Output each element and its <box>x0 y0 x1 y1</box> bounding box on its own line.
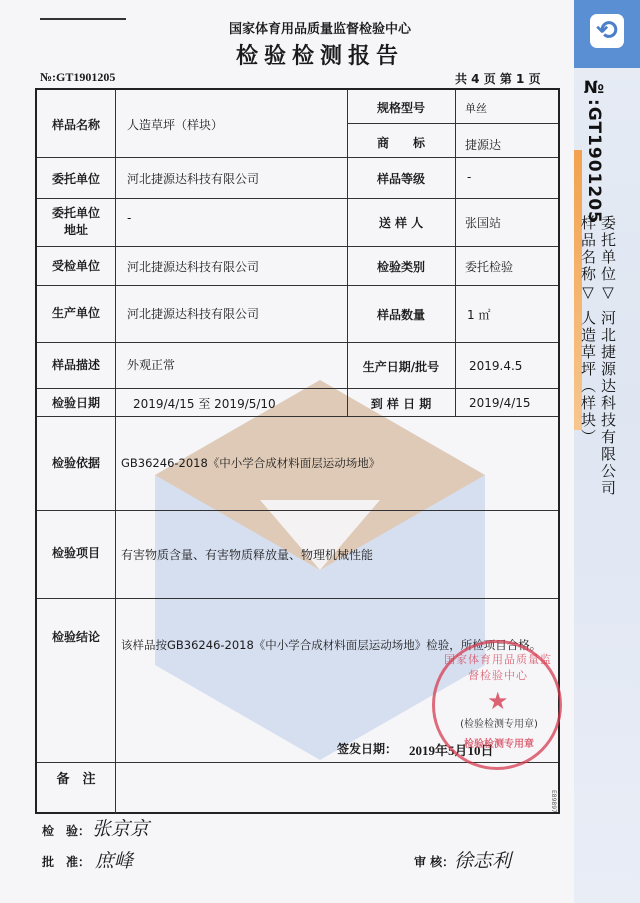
row-divider <box>347 123 558 124</box>
label-remarks: 备 注 <box>56 772 96 787</box>
value-producer: 河北捷源达科技有限公司 <box>127 307 260 321</box>
value-grade: - <box>467 170 472 184</box>
label-sign-date: 签发日期： <box>337 742 398 756</box>
value-description: 外观正常 <box>127 358 176 372</box>
label-grade: 样品等级 <box>376 172 425 186</box>
official-seal <box>432 640 562 770</box>
col-divider <box>455 90 456 416</box>
value-production-date: 2019.4.5 <box>469 359 523 373</box>
value-basis: GB36246-2018《中小学合成材料面层运动场地》 <box>121 456 381 470</box>
reviewer-signature: 徐志利 <box>454 850 512 872</box>
side-strip <box>574 0 640 903</box>
report-title: 检验检测报告 <box>235 44 404 69</box>
reviewer-label: 审 核： <box>414 855 455 869</box>
approver-label: 批 准： <box>42 855 91 869</box>
value-arrival-date: 2019/4/15 <box>469 396 531 410</box>
label-inspected-unit: 受检单位 <box>51 259 100 273</box>
label-client-address-1: 委托单位 <box>51 206 100 220</box>
side-report-number: №:GT1901205 <box>584 78 604 224</box>
label-basis: 检验依据 <box>51 456 100 470</box>
seal-text: 国家体育用品质量监督检验中心 <box>444 653 552 682</box>
logo-icon: ⟲ <box>590 14 624 48</box>
col-divider <box>115 90 116 814</box>
value-client-address: - <box>127 211 132 225</box>
label-inspect-type: 检验类别 <box>376 260 425 274</box>
value-conclusion: 该样品按GB36246-2018《中小学合成材料面层运动场地》检验，所检项目合格。 <box>121 638 542 652</box>
label-quantity: 样品数量 <box>376 308 425 322</box>
label-producer: 生产单位 <box>51 306 100 320</box>
page-info: 共 4 页 第 1 页 <box>455 72 541 86</box>
tiny-code: E89897 <box>550 790 557 813</box>
value-sign-date: 2019年5月10日 <box>409 743 494 758</box>
value-brand: 捷源达 <box>465 138 502 152</box>
seal-subtitle-2: 检验检测专用章 <box>464 739 534 750</box>
label-production-date: 生产日期/批号 <box>362 360 440 374</box>
value-client: 河北捷源达科技有限公司 <box>127 172 260 186</box>
side-client-line: 委托单位▽ 河北捷源达科技有限公司 <box>599 215 617 497</box>
label-arrival-date: 到 样 日 期 <box>370 397 432 411</box>
value-sender: 张国站 <box>465 216 502 230</box>
value-sample-name: 人造草坪（样块） <box>127 118 224 132</box>
side-sample-line: 样品名称▽ 人造草坪（样块） <box>579 215 597 446</box>
label-items: 检验项目 <box>51 546 100 560</box>
approver-signature: 庶峰 <box>95 850 134 872</box>
value-items: 有害物质含量、有害物质释放量、物理机械性能 <box>121 548 374 562</box>
value-quantity: 1 ㎡ <box>467 308 491 322</box>
inspector-signature: 张京京 <box>92 818 150 840</box>
value-inspected-unit: 河北捷源达科技有限公司 <box>127 260 260 274</box>
org-name: 国家体育用品质量监督检验中心 <box>228 22 411 37</box>
star-icon: ★ <box>487 687 509 715</box>
value-inspect-type: 委托检验 <box>465 260 514 274</box>
label-spec: 规格型号 <box>376 101 425 115</box>
label-sender: 送 样 人 <box>378 216 424 230</box>
inspector-label: 检 验： <box>42 824 91 838</box>
label-client: 委托单位 <box>51 172 100 186</box>
value-test-date: 2019/4/15 至 2019/5/10 <box>133 397 276 411</box>
value-spec: 单丝 <box>465 102 487 115</box>
label-conclusion: 检验结论 <box>51 630 100 644</box>
label-sample-name: 样品名称 <box>51 118 100 132</box>
label-brand: 商 标 <box>376 136 425 150</box>
report-number: №:GT1901205 <box>40 70 116 84</box>
label-client-address-2: 地址 <box>63 223 88 237</box>
seal-subtitle: (检验检测专用章) <box>460 719 538 730</box>
label-test-date: 检验日期 <box>51 396 100 410</box>
label-description: 样品描述 <box>51 358 100 372</box>
